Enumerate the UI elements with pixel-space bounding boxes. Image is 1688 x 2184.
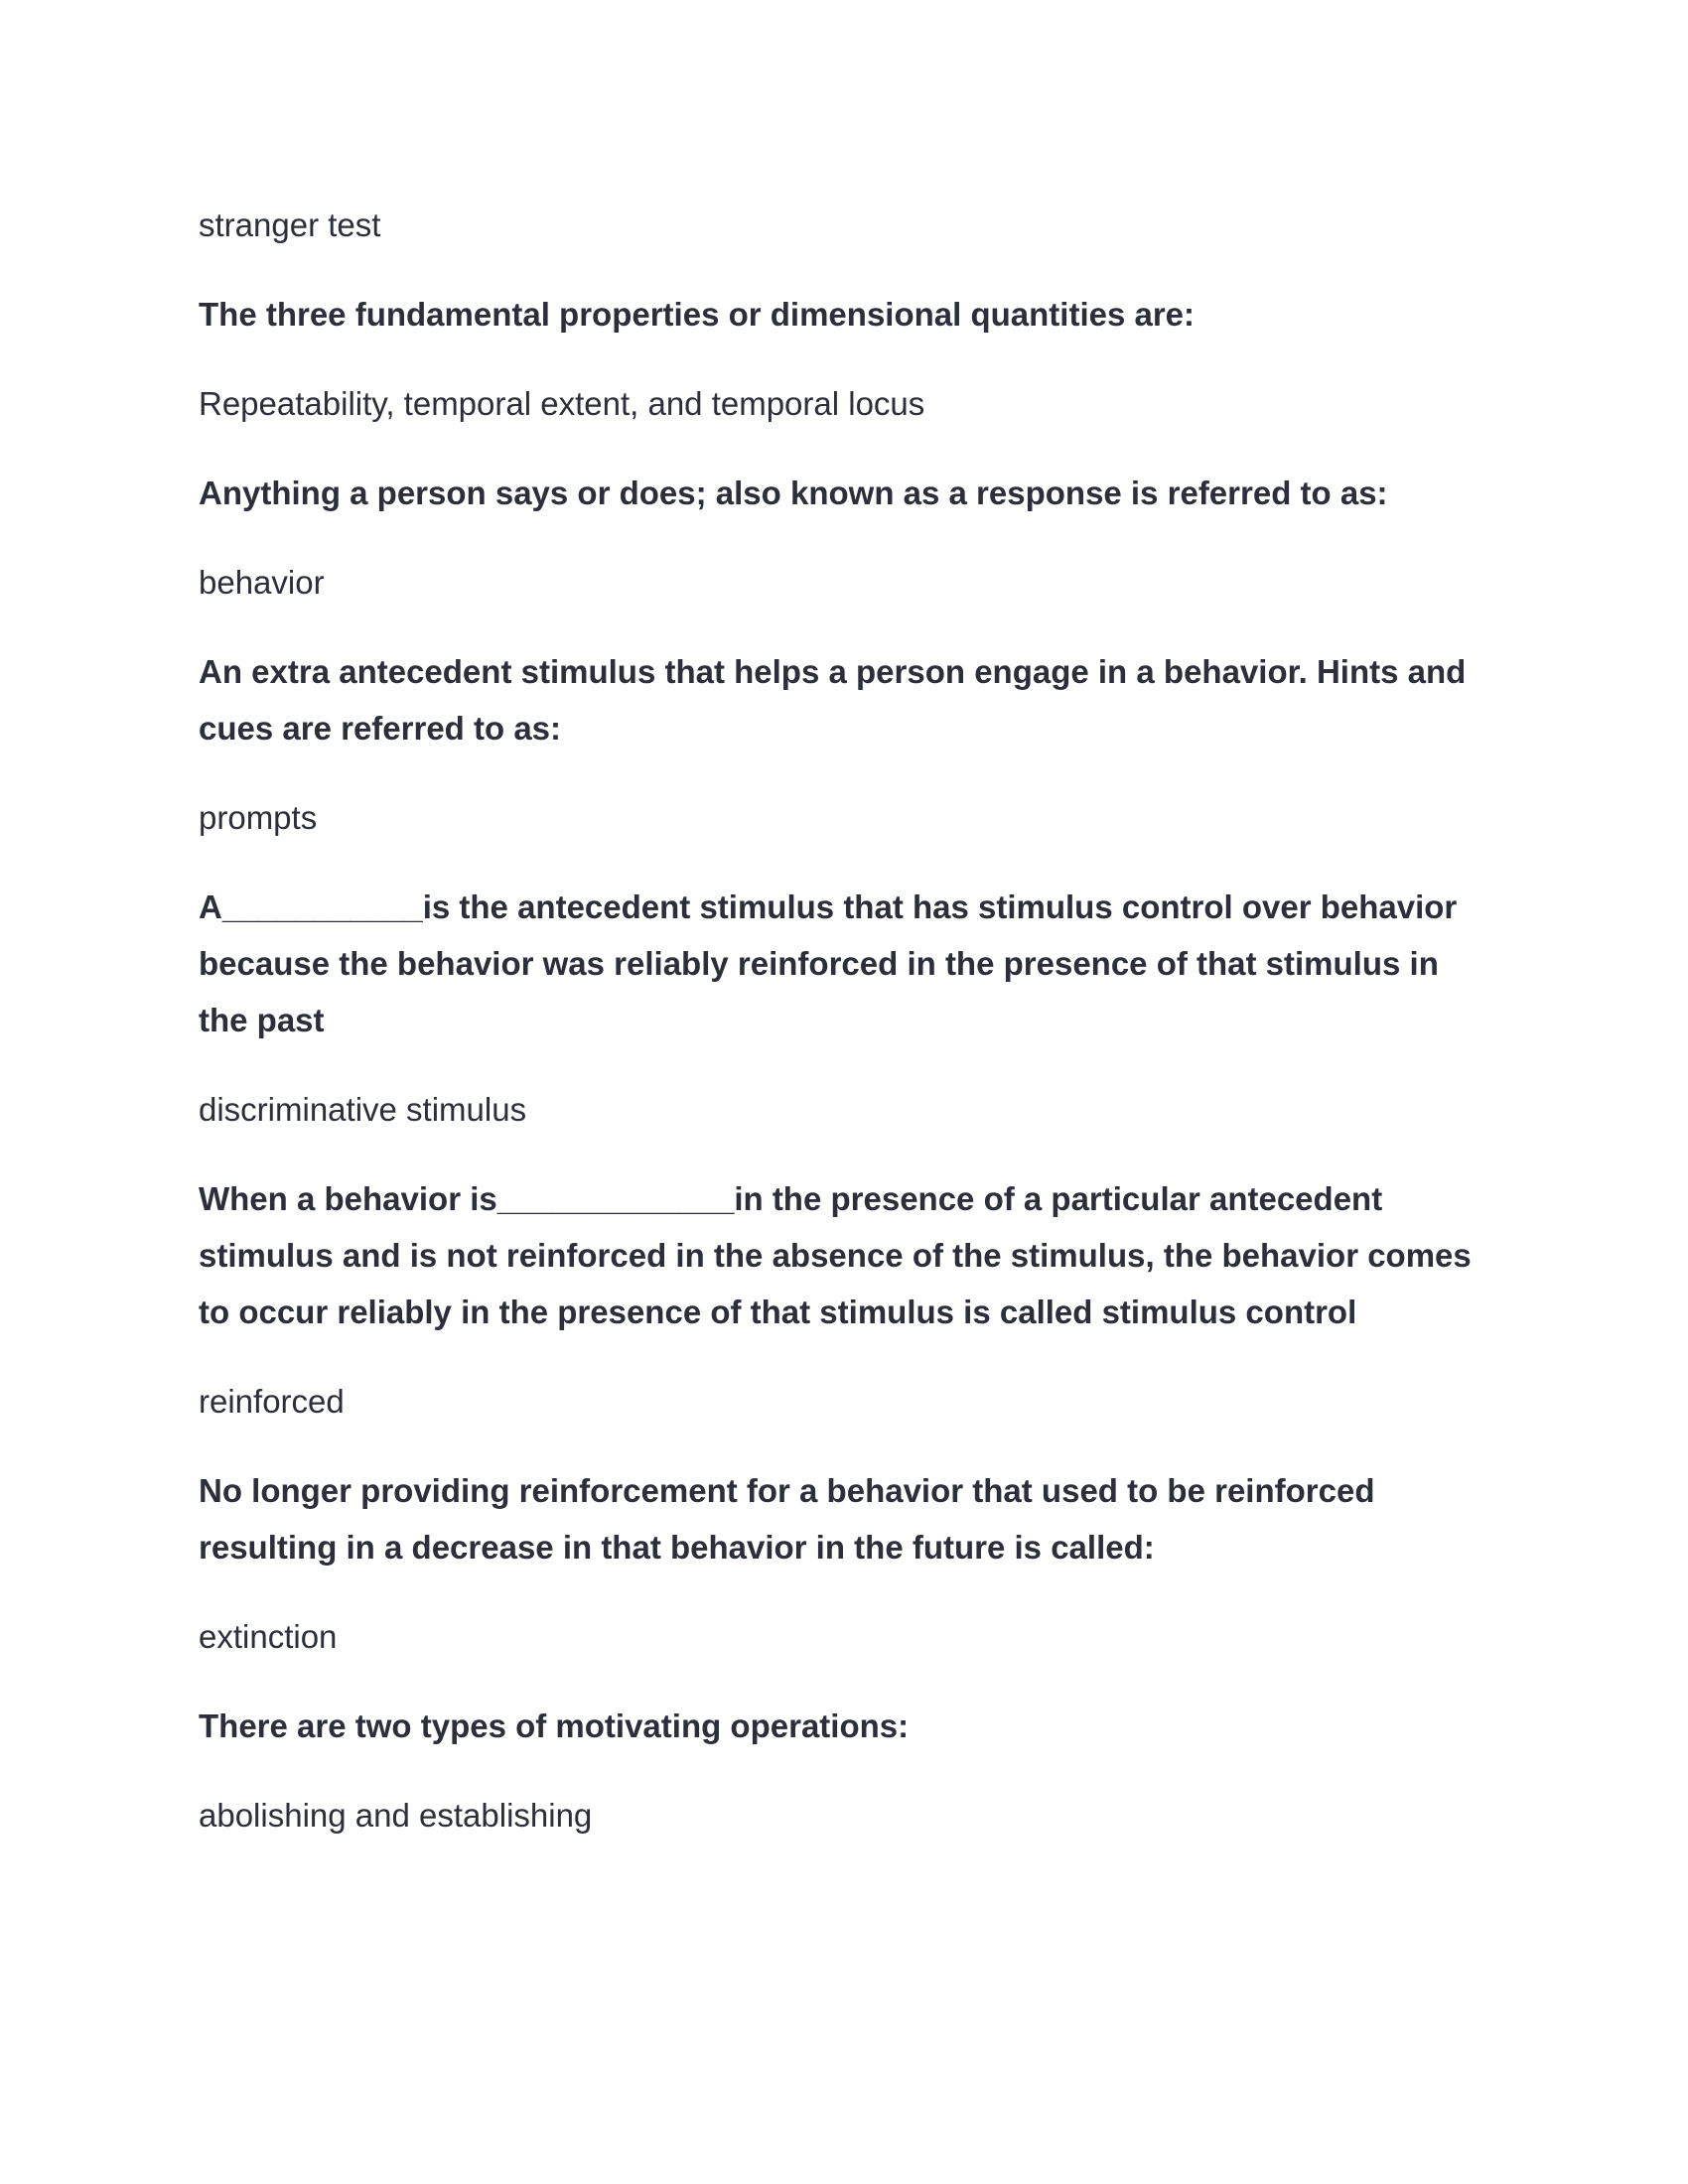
answer-text: behavior [199, 564, 325, 601]
question-text: There are two types of motivating operations: [199, 1707, 910, 1744]
answer-text: stranger test [199, 206, 381, 243]
question-text: A___________is the antecedent stimulus that has stimulus control over behavior because the behavior was reliably reinforced in the presence of that stimulus in the past [199, 888, 1458, 1038]
question-text: When a behavior is_____________in the presence of a particular antecedent stimulus and is not reinforced in the absence of the stimulus, the behavior comes to occur reliably in the presence of that stimulus is called stimulus control [199, 1180, 1472, 1330]
answer-text: prompts [199, 799, 318, 836]
question-text: Anything a person says or does; also known as a response is referred to as: [199, 475, 1388, 511]
document-page [199, 197, 1489, 1876]
answer-text: abolishing and establishing [199, 1797, 593, 1834]
answer-text: discriminative stimulus [199, 1091, 527, 1128]
answer-text: extinction [199, 1618, 338, 1655]
answer-text: Repeatability, temporal extent, and temporal locus [199, 385, 925, 422]
question-text: No longer providing reinforcement for a behavior that used to be reinforced resulting in a decrease in that behavior in the future is called: [199, 1472, 1375, 1566]
question-text: The three fundamental properties or dimensional quantities are: [199, 296, 1196, 333]
question-text: An extra antecedent stimulus that helps a person engage in a behavior. Hints and cues are referred to as: [199, 653, 1467, 747]
answer-text: reinforced [199, 1383, 345, 1420]
